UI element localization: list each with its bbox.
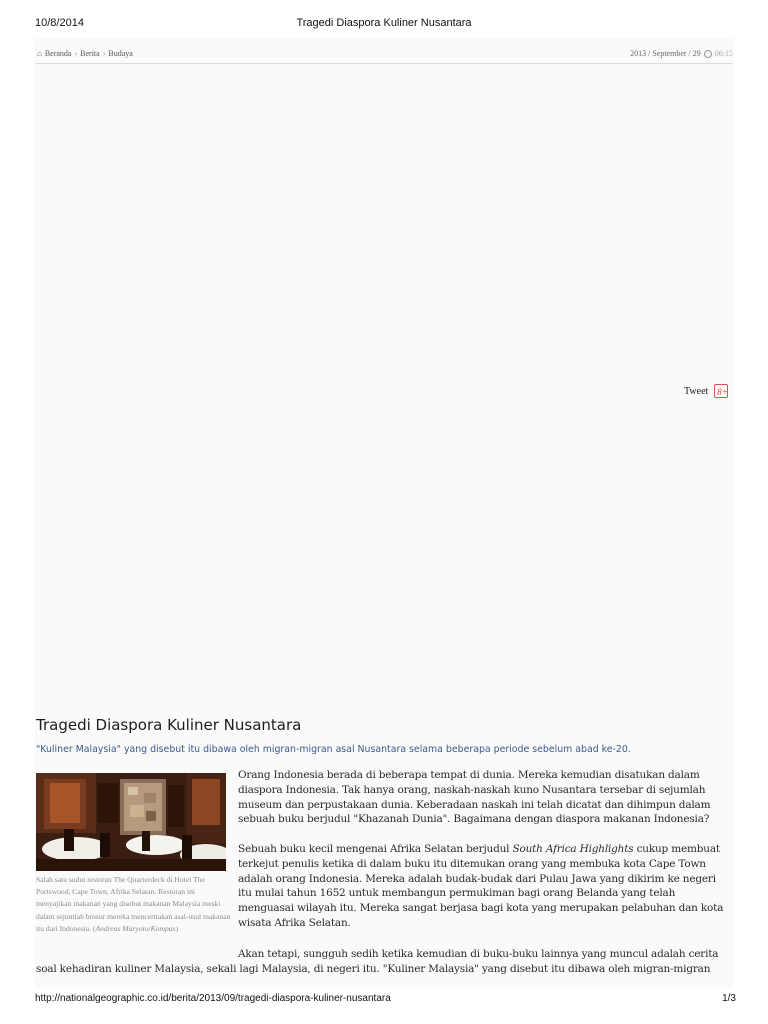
article-photo[interactable] <box>36 773 226 871</box>
divider <box>35 63 733 64</box>
article-paragraph-2 <box>238 842 730 931</box>
publish-date: 2013 / September / 29 <box>630 49 701 58</box>
article-subtitle: "Kuliner Malaysia" yang disebut itu dibawa oleh migran-migran asal Nusantara selama beberapa periode sebelum abad ke-20. <box>36 744 631 755</box>
breadcrumb-separator: › <box>74 49 78 58</box>
print-date: 10/8/2014 <box>35 17 84 29</box>
google-plus-icon[interactable]: 8+ <box>714 384 728 398</box>
article-title: Tragedi Diaspora Kuliner Nusantara <box>36 716 302 734</box>
article-paragraph-1: Orang Indonesia berada di beberapa tempat di dunia. Mereka kemudian disatukan dalam diaspora Indonesia. Tak hanya orang, naskah-naskah kuno Nusantara tersebar di sejumlah museum dan perpustakaan dunia. Keberadaan naskah ini telah dicatat dan dihimpun dalam sebuah buku berjudul "Khazanah Dunia". Bagaimana dengan diaspora makanan Indonesia? <box>238 769 711 826</box>
paragraph-text: cukup membuat terkejut penulis ketika di dalam buku itu ditemukan orang yang membuka kota Cape Town adalah orang Indonesia. Mereka adalah budak-budak dari Pulau Jawa yang dikirim ke negeri itu mulai tahun 1652 untuk membangun permukiman bagi orang Belanda yang telah menguasai wilayah itu. Mereka sangat berjasa bagi kota yang merupakan pelabuhan dan kota wisata Afrika Selatan. <box>238 843 724 929</box>
breadcrumb-section-link[interactable]: Berita <box>80 49 100 58</box>
article-paragraph-3-line-1: Akan tetapi, sungguh sedih ketika kemudian di buku-buku lainnya yang muncul adalah cerita <box>238 948 719 960</box>
breadcrumb-bar <box>35 47 733 63</box>
caption-text: Salah satu sudut restoran The Quarterdeck di Hotel The Portswood, Cape Town, Afrika Selatan. Restoran ini menyajikan makanan yang disebut makanan Malaysia meski dalam sejumlah brosur mereka menceritakan asal-usul makanan itu dari Indonesia. ( <box>36 875 231 933</box>
photo-caption <box>36 874 232 935</box>
breadcrumb <box>37 49 133 58</box>
breadcrumb-category-link[interactable]: Budaya <box>108 49 133 58</box>
print-page-title: Tragedi Diaspora Kuliner Nusantara <box>296 17 472 29</box>
print-page-number: 1/3 <box>722 993 736 1004</box>
paragraph-text: Sebuah buku kecil mengenai Afrika Selatan berjudul <box>238 843 513 855</box>
book-title: South Africa Highlights <box>512 843 634 855</box>
article-paragraph-3-line-2: soal kehadiran kuliner Malaysia, sekali lagi Malaysia, di negeri itu. "Kuliner Malaysia" yang disebut itu dibawa oleh migran-migran <box>36 963 711 975</box>
print-url: http://nationalgeographic.co.id/berita/2013/09/tragedi-diaspora-kuliner-nusantara <box>35 993 391 1004</box>
publish-time: 06:15 <box>714 49 733 58</box>
print-header <box>0 17 768 33</box>
home-icon[interactable]: ⌂ <box>37 49 42 58</box>
clock-icon <box>704 50 712 58</box>
share-buttons <box>684 384 728 398</box>
breadcrumb-separator: › <box>102 49 106 58</box>
caption-credit: Andreas Maryoto/Kompas <box>95 923 176 933</box>
article-meta <box>630 49 733 58</box>
caption-end: ) <box>175 923 179 933</box>
restaurant-photo-image <box>36 773 226 871</box>
breadcrumb-home-link[interactable]: Beranda <box>44 49 72 58</box>
tweet-button[interactable]: Tweet <box>684 385 709 397</box>
